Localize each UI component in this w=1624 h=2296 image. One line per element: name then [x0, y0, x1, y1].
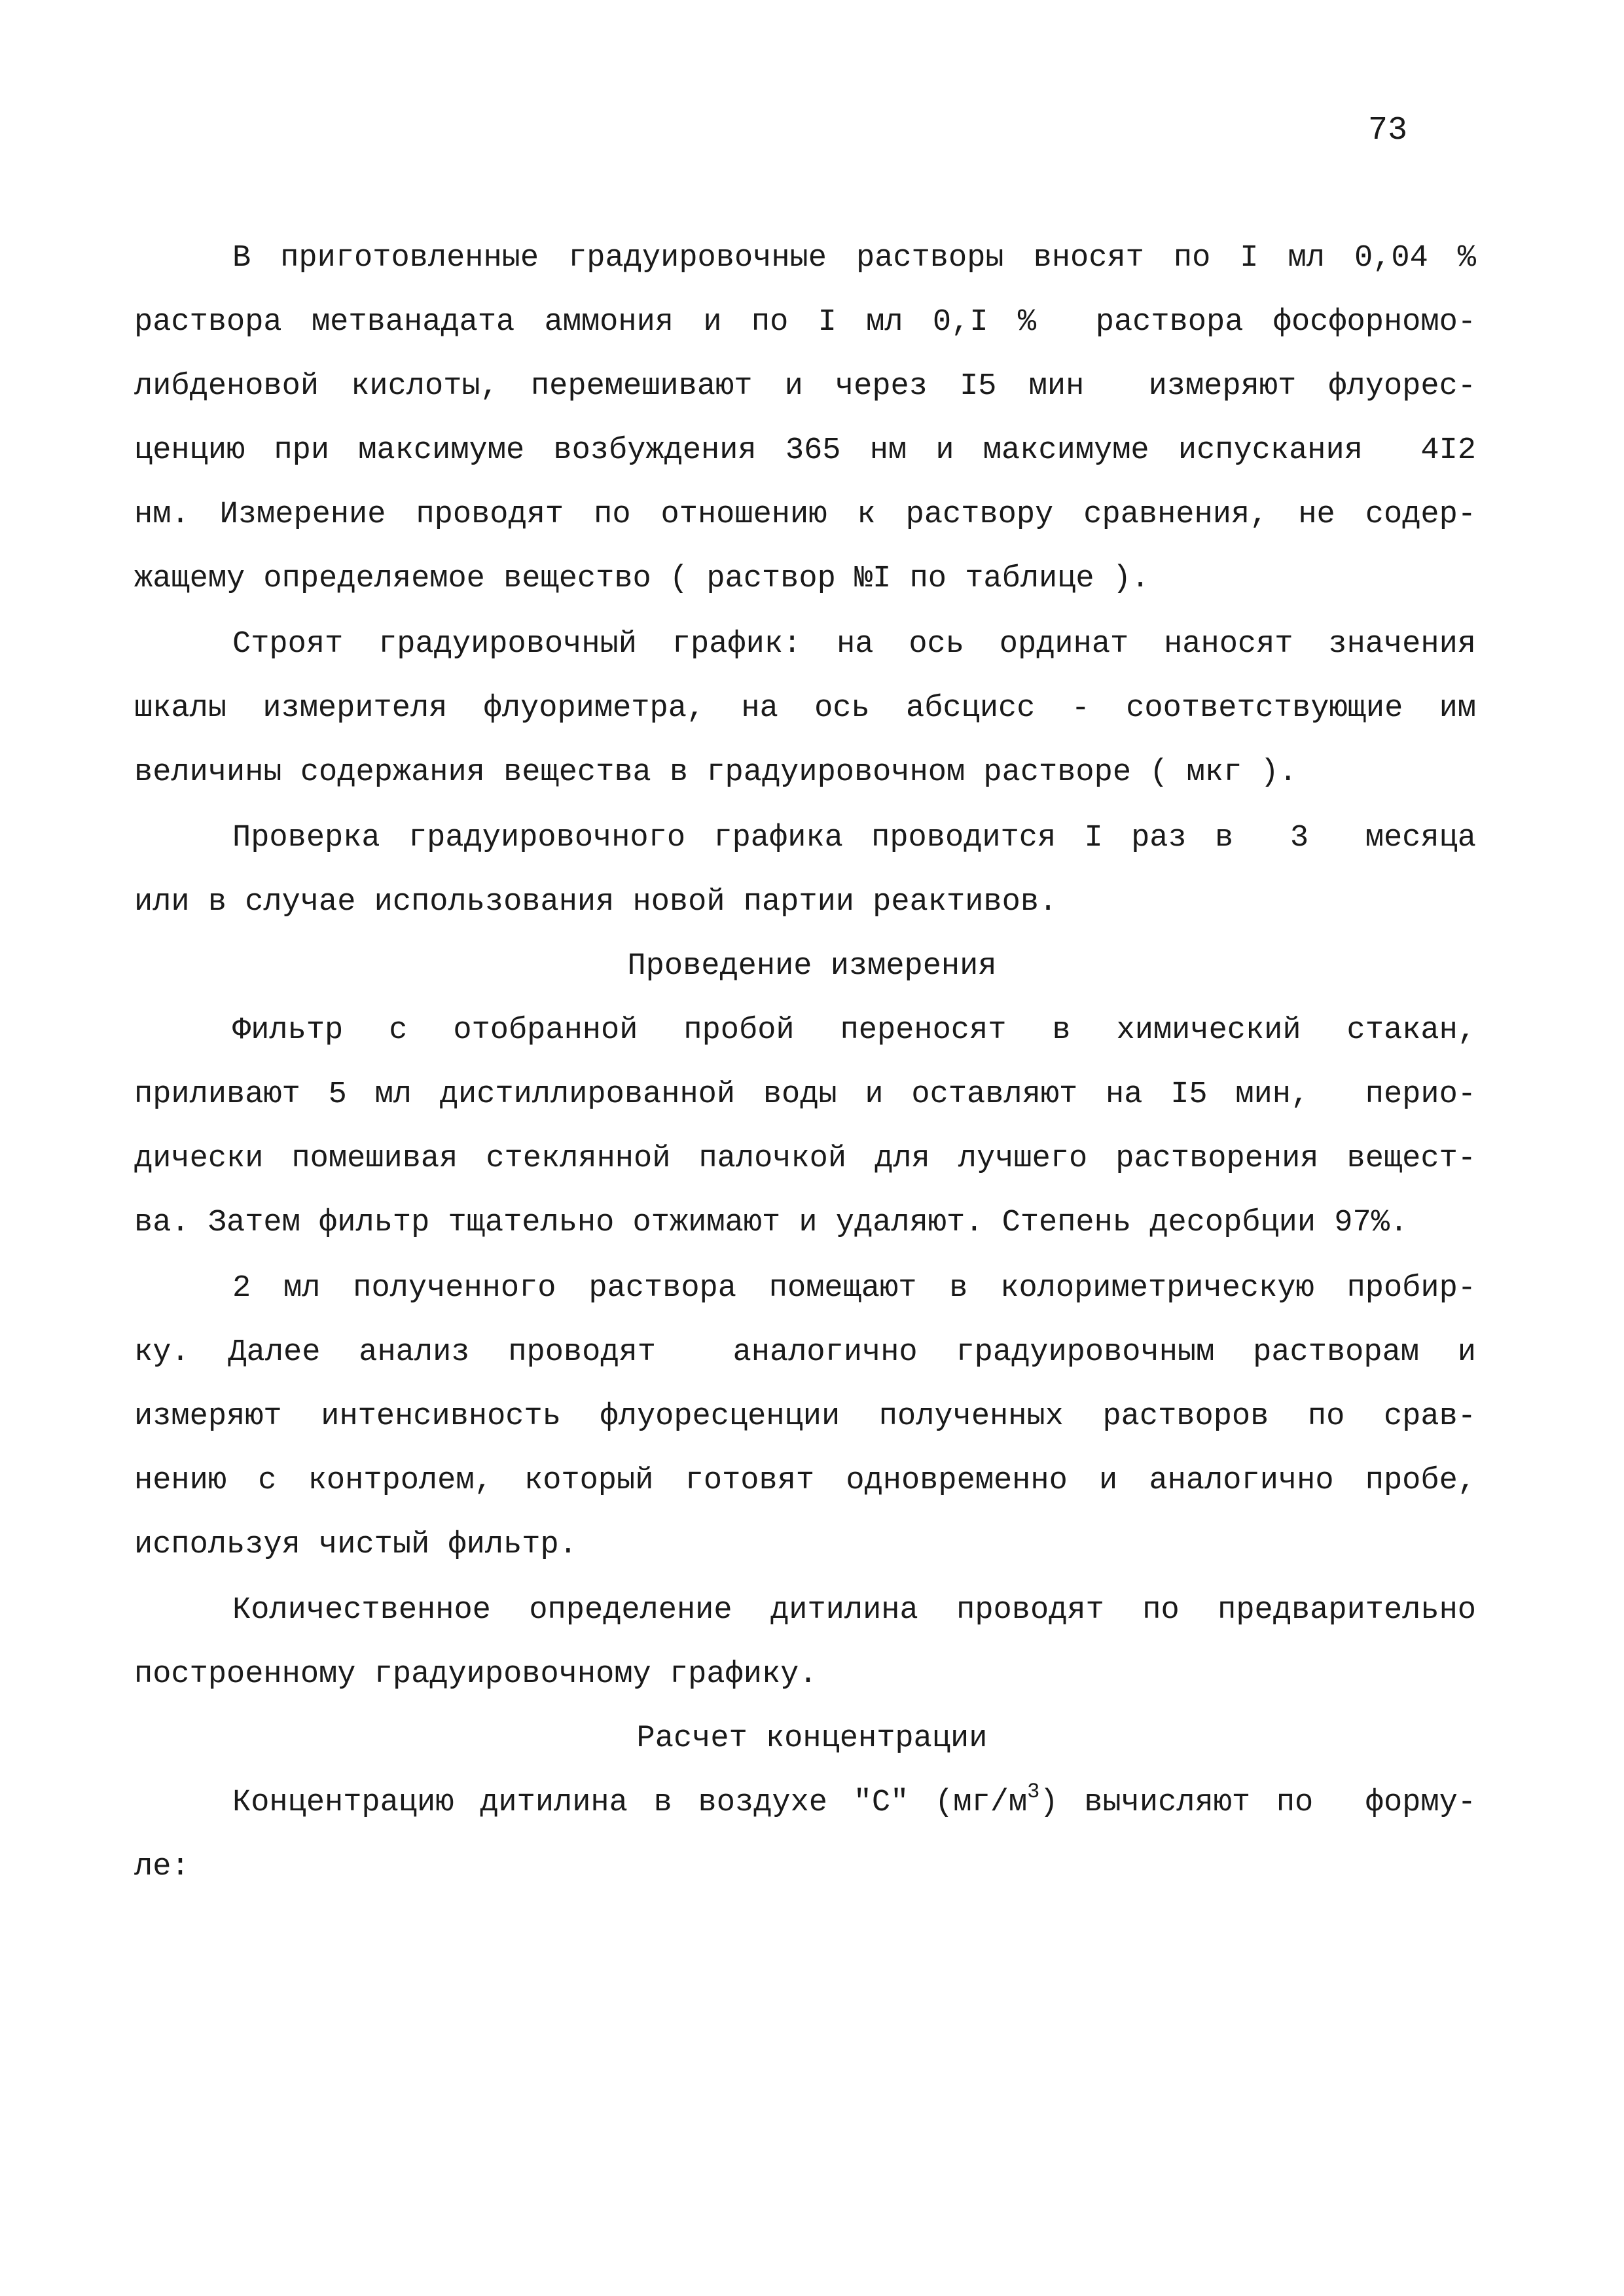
paragraph-line: величины содержания вещества в градуировочном растворе ( мкг ). [134, 755, 1297, 790]
paragraph-line: построенному градуировочному графику. [134, 1657, 818, 1692]
paragraph-line: Фильтр с отобранной пробой переносят в химический стакан, [232, 1013, 1476, 1048]
paragraph-line: ценцию при максимуме возбуждения 365 нм и максимуме испускания 4I2 [134, 433, 1476, 468]
paragraph-line: либденовой кислоты, перемешивают и через I5 мин измеряют флуорес- [134, 369, 1476, 404]
paragraph-line: 2 мл полученного раствора помещают в колориметрическую пробир- [232, 1271, 1476, 1306]
page-number: 73 [1368, 112, 1408, 149]
paragraph-line: приливают 5 мл дистиллированной воды и оставляют на I5 мин, перио- [134, 1077, 1476, 1112]
paragraph-line: или в случае использования новой партии реактивов. [134, 885, 1058, 920]
paragraph-line: шкалы измерителя флуориметра, на ось абсцисс - соответствующие им [134, 691, 1476, 726]
formula-intro-line [232, 1780, 1476, 1823]
paragraph-line: ле: [134, 1850, 190, 1884]
paragraph-line: дически помешивая стеклянной палочкой для лучшего растворения вещест- [134, 1141, 1476, 1176]
paragraph-line: измеряют интенсивность флуоресценции полученных растворов по срав- [134, 1399, 1476, 1434]
paragraph-line: нению с контролем, который готовят одновременно и аналогично пробе, [134, 1463, 1476, 1498]
formula-intro-text-end: ) вычисляют по форму- [1039, 1785, 1476, 1820]
paragraph-line: жащему определяемое вещество ( раствор №I по таблице ). [134, 562, 1150, 596]
paragraph-line: Строят градуировочный график: на ось ординат наносят значения [232, 627, 1476, 662]
section-heading-measurement: Проведение измерения [627, 949, 997, 984]
paragraph-line: Количественное определение дитилина проводят по предварительно [232, 1593, 1476, 1628]
paragraph-line: используя чистый фильтр. [134, 1528, 577, 1562]
paragraph-line: ва. Затем фильтр тщательно отжимают и удаляют. Степень десорбции 97%. [134, 1206, 1409, 1240]
section-heading-calculation: Расчет концентрации [636, 1721, 988, 1756]
unit-exponent: 3 [1027, 1780, 1040, 1804]
paragraph-line: раствора метванадата аммония и по I мл 0,I % раствора фосфорномо- [134, 305, 1476, 340]
paragraph-line: Проверка градуировочного графика проводится I раз в 3 месяца [232, 821, 1476, 855]
formula-intro-text: Концентрацию дитилина в воздухе "С" (мг/м [232, 1785, 1028, 1820]
paragraph-line: нм. Измерение проводят по отношению к раствору сравнения, не содер- [134, 497, 1476, 532]
paragraph-line: ку. Далее анализ проводят аналогично градуировочным растворам и [134, 1335, 1476, 1370]
paragraph-line: В приготовленные градуировочные растворы вносят по I мл 0,04 % [232, 241, 1476, 276]
